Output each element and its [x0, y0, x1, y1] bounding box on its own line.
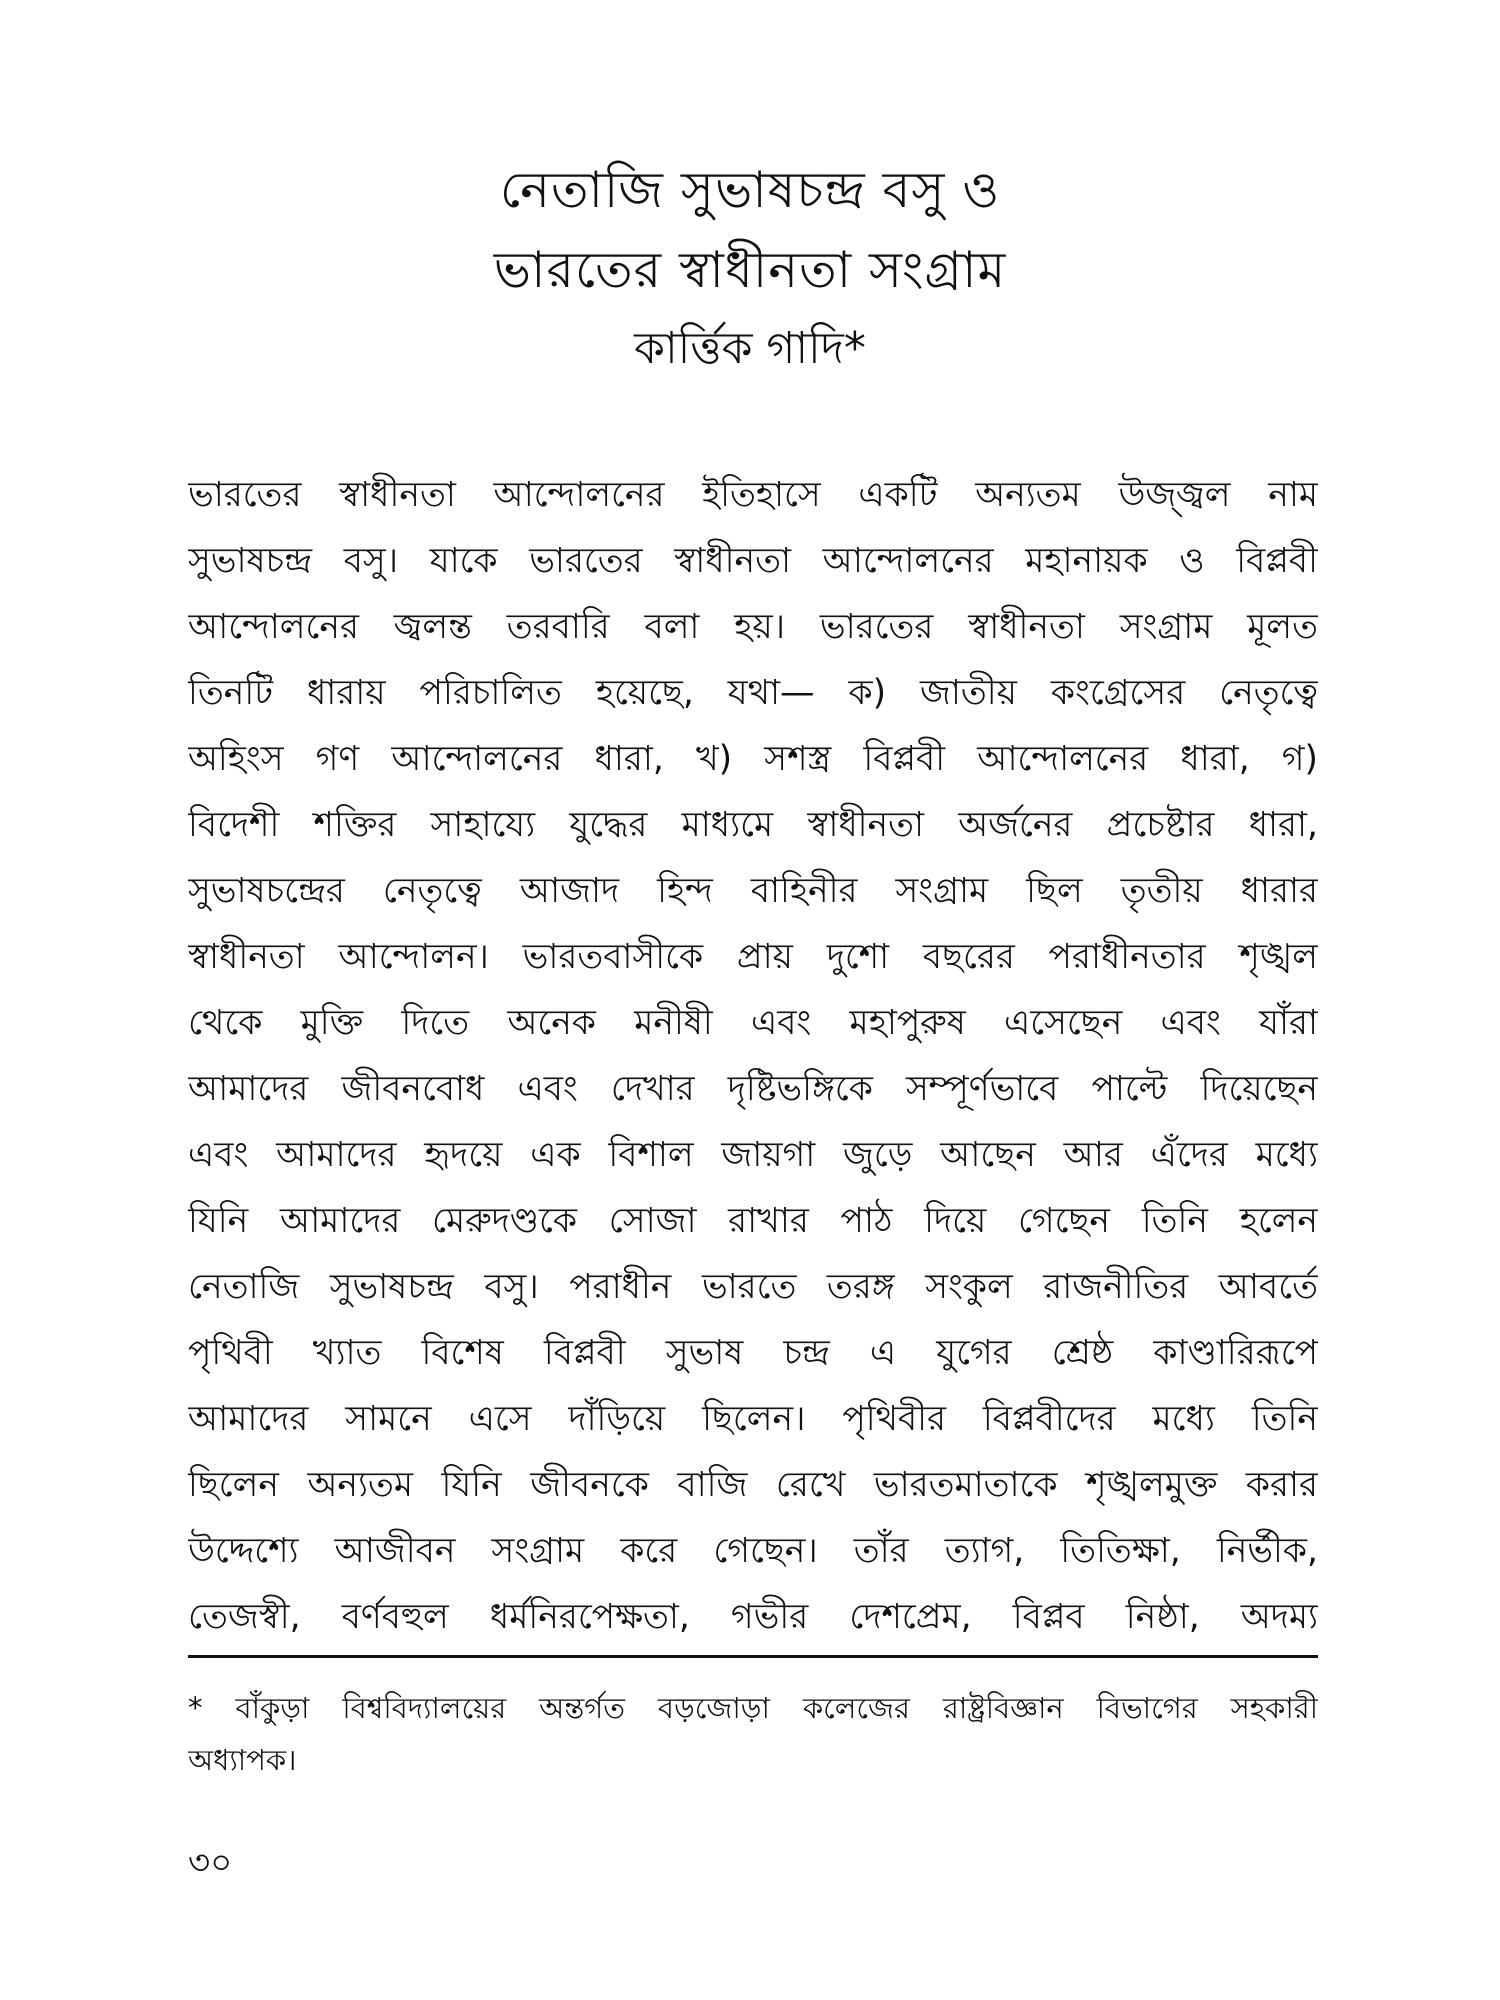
footnote-line: অধ্যাপক।: [188, 1743, 297, 1777]
body-line: এবং আমাদের হৃদয়ে এক বিশাল জায়গা জুড়ে আছেন আর এঁদের মধ্যে: [188, 1135, 1318, 1175]
footnote: [188, 1682, 1318, 1786]
body-line: থেকে মুক্তি দিতে অনেক মনীষী এবং মহাপুরুষ এসেছেন এবং যাঁরা: [188, 1003, 1318, 1043]
body-line: বিদেশী শক্তির সাহায্যে যুদ্ধের মাধ্যমে স্বাধীনতা অর্জনের প্রচেষ্টার ধারা,: [188, 805, 1318, 845]
body-line: তিনটি ধারায় পরিচালিত হয়েছে, যথা— ক) জাতীয় কংগ্রেসের নেতৃত্বে: [188, 673, 1318, 713]
body-line: যিনি আমাদের মেরুদণ্ডকে সোজা রাখার পাঠ দিয়ে গেছেন তিনি হলেন: [188, 1201, 1318, 1241]
author-name: কার্ত্তিক গাদি*: [634, 323, 866, 374]
body-line: সুভাষচন্দ্রের নেতৃত্বে আজাদ হিন্দ বাহিনীর সংগ্রাম ছিল তৃতীয় ধারার: [188, 871, 1318, 911]
body-line: সুভাষচন্দ্র বসু। যাকে ভারতের স্বাধীনতা আন্দোলনের মহানায়ক ও বিপ্লবী: [188, 541, 1318, 581]
article-title-line-2: ভারতের স্বাধীনতা সংগ্রাম: [493, 241, 1007, 299]
body-paragraph: [188, 462, 1318, 1650]
body-line: ছিলেন অন্যতম যিনি জীবনকে বাজি রেখে ভারতমাতাকে শৃঙ্খলমুক্ত করার: [188, 1465, 1318, 1505]
body-line: পৃথিবী খ্যাত বিশেষ বিপ্লবী সুভাষ চন্দ্র এ যুগের শ্রেষ্ঠ কাণ্ডারিরূপে: [188, 1333, 1318, 1373]
body-line: আন্দোলনের জ্বলন্ত তরবারি বলা হয়। ভারতের স্বাধীনতা সংগ্রাম মূলত: [188, 607, 1318, 647]
body-line: ভারতের স্বাধীনতা আন্দোলনের ইতিহাসে একটি অন্যতম উজ্জ্বল নাম: [188, 475, 1318, 515]
body-line: উদ্দেশ্যে আজীবন সংগ্রাম করে গেছেন। তাঁর ত্যাগ, তিতিক্ষা, নির্ভীক,: [188, 1531, 1318, 1571]
body-line: আমাদের সামনে এসে দাঁড়িয়ে ছিলেন। পৃথিবীর বিপ্লবীদের মধ্যে তিনি: [188, 1399, 1318, 1439]
body-line: আমাদের জীবনবোধ এবং দেখার দৃষ্টিভঙ্গিকে সম্পূর্ণভাবে পাল্টে দিয়েছেন: [188, 1069, 1318, 1109]
body-line: স্বাধীনতা আন্দোলন। ভারতবাসীকে প্রায় দুশো বছরের পরাধীনতার শৃঙ্খল: [188, 937, 1318, 977]
article-title-line-1: নেতাজি সুভাষচন্দ্র বসু ও: [499, 161, 1001, 219]
footnote-line: * বাঁকুড়া বিশ্ববিদ্যালয়ের অন্তর্গত বড়জোড়া কলেজের রাষ্ট্রবিজ্ঞান বিভাগের সহকারী: [188, 1691, 1318, 1725]
article-title-block: [0, 150, 1500, 384]
footnote-divider: [188, 1655, 1318, 1658]
body-line: নেতাজি সুভাষচন্দ্র বসু। পরাধীন ভারতে তরঙ্গ সংকুল রাজনীতির আবর্তে: [188, 1267, 1318, 1307]
body-line: অহিংস গণ আন্দোলনের ধারা, খ) সশস্ত্র বিপ্লবী আন্দোলনের ধারা, গ): [188, 739, 1318, 779]
body-line: তেজস্বী, বর্ণবহুল ধর্মনিরপেক্ষতা, গভীর দেশপ্রেম, বিপ্লব নিষ্ঠা, অদম্য: [188, 1597, 1318, 1637]
page-number: ৩০: [188, 1843, 233, 1883]
